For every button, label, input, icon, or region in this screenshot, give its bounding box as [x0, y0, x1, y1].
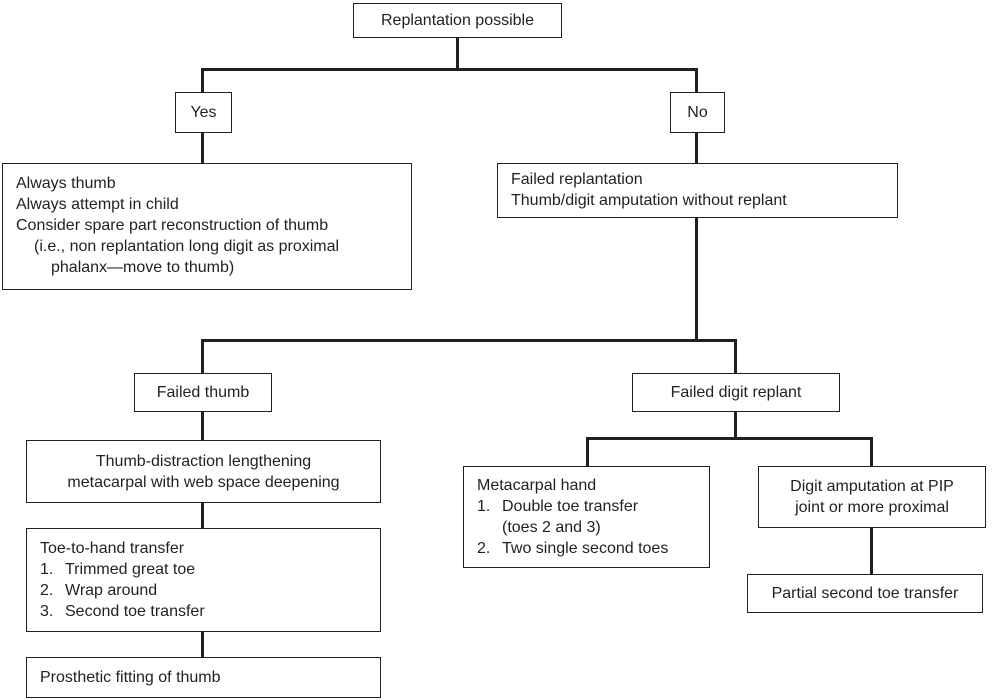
node-title: Metacarpal hand: [477, 477, 597, 494]
connector-yes-to-outcome: [201, 132, 204, 163]
node-text-line: Consider spare part reconstruction of thumb: [16, 217, 329, 234]
node-failed-replantation: [497, 163, 898, 218]
connector-branch1-horizontal: [201, 68, 698, 71]
list-item-text: Double toe transfer: [502, 498, 639, 515]
connector-failed-digit-drop: [734, 339, 737, 373]
node-text-line: metacarpal with web space deepening: [67, 473, 340, 491]
connector-no-outcome-stem: [695, 218, 698, 342]
node-text-line: joint or more proximal: [795, 499, 949, 516]
connector-failed-digit-stem: [734, 411, 737, 437]
list-item-number: 2.: [40, 582, 54, 599]
connector-digit-to-partial: [870, 528, 873, 574]
node-metacarpal-hand: [463, 466, 710, 568]
list-item-text: Two single second toes: [502, 540, 669, 557]
list-item-text: Second toe transfer: [65, 603, 205, 620]
list-item-text: Wrap around: [65, 582, 158, 599]
connector-root-stem: [456, 38, 459, 71]
node-text-line: (i.e., non replantation long digit as proximal: [34, 238, 340, 255]
connector-failed-thumb-drop: [201, 339, 204, 373]
list-item-number: [477, 517, 502, 538]
node-label: Prosthetic fitting of thumb: [40, 669, 221, 686]
node-replantation-possible: [353, 3, 562, 38]
connector-digit-amp-drop: [870, 437, 873, 466]
list-item: [477, 517, 701, 538]
node-prosthetic-fitting: [26, 657, 381, 698]
connector-no-drop: [695, 68, 698, 92]
list-item-number: 3.: [40, 603, 54, 620]
list-item-number: 2.: [477, 540, 491, 557]
node-no: [670, 92, 725, 133]
node-label: No: [687, 104, 708, 121]
node-label: Failed digit replant: [670, 384, 802, 401]
connector-branch3-horizontal: [586, 437, 873, 440]
node-label: Yes: [190, 104, 217, 121]
list-item-text: (toes 2 and 3): [502, 519, 601, 536]
list-item-number: 1.: [477, 498, 491, 515]
node-title: Toe-to-hand transfer: [40, 540, 185, 557]
connector-metacarpal-drop: [586, 437, 589, 466]
node-failed-thumb: [134, 373, 272, 412]
node-failed-digit-replant: [632, 373, 840, 412]
node-text-line: Failed replantation: [511, 171, 643, 188]
node-text-line: Thumb-distraction lengthening: [95, 452, 312, 470]
node-label: Partial second toe transfer: [771, 585, 959, 602]
list-item: [40, 601, 372, 622]
list-item-text: Trimmed great toe: [65, 561, 196, 578]
connector-thumb-to-distraction: [201, 411, 204, 440]
connector-toe-to-prosthetic: [201, 632, 204, 657]
node-text-line: Always attempt in child: [16, 196, 179, 213]
node-yes-outcome: [2, 163, 412, 290]
node-text-line: Always thumb: [16, 175, 116, 192]
node-partial-second-toe-transfer: [747, 574, 983, 613]
node-label: Replantation possible: [381, 12, 534, 29]
list-item: [40, 580, 372, 601]
node-text-line: Digit amputation at PIP: [790, 478, 954, 495]
connector-yes-drop: [201, 68, 204, 92]
node-text-line: Thumb/digit amputation without replant: [511, 192, 787, 209]
connector-distraction-to-toe: [201, 503, 204, 528]
node-thumb-distraction: [26, 440, 381, 503]
node-label: Failed thumb: [156, 384, 250, 401]
node-toe-to-hand-transfer: [26, 528, 381, 632]
node-text-line: phalanx—move to thumb): [51, 259, 235, 276]
list-item-number: 1.: [40, 561, 54, 578]
connector-branch2-horizontal: [201, 339, 737, 342]
list-item: [477, 496, 701, 517]
list-item: [477, 538, 701, 559]
connector-no-to-outcome: [695, 132, 698, 163]
node-digit-amputation-pip: [758, 466, 986, 528]
list-item: [40, 559, 372, 580]
node-yes: [175, 92, 232, 133]
